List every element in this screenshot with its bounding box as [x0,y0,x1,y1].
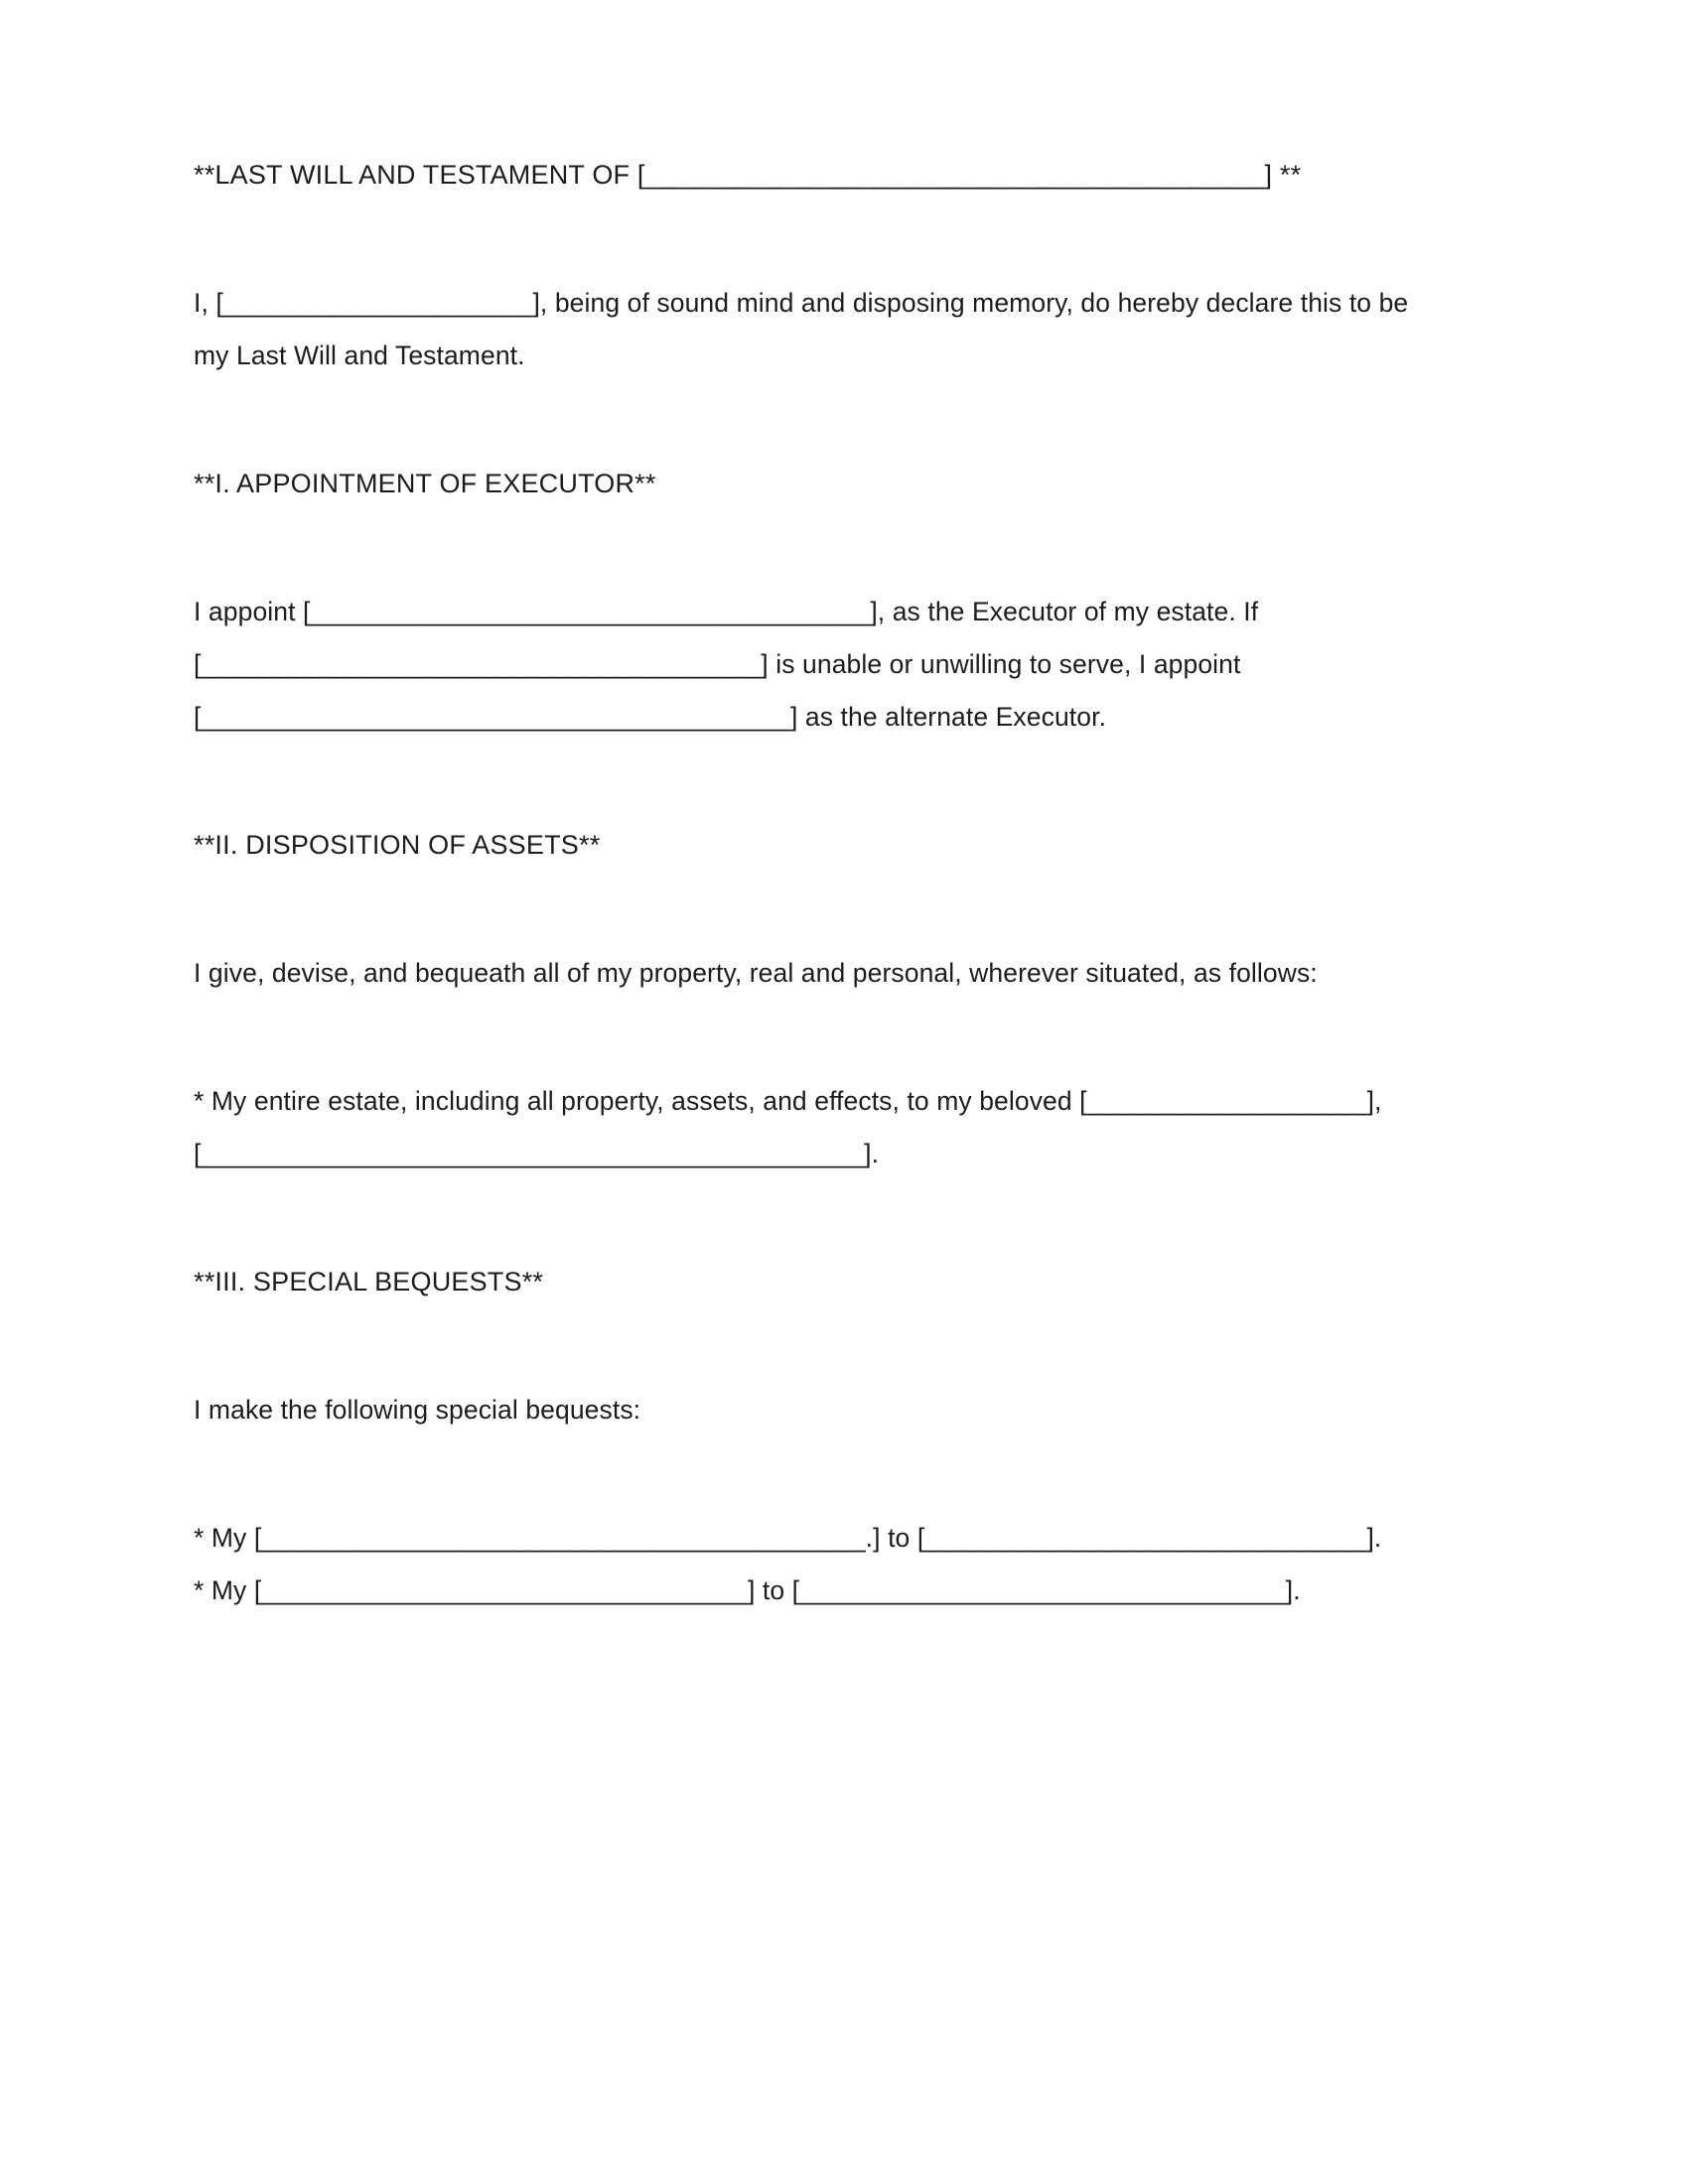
declaration-paragraph: I, [_____________________], being of sound mind and disposing memory, do hereby declare this to be my Last Will and Testament. [194,288,1409,370]
bullet-special-bequest-1: * My [_________________________________________.] to [______________________________]. [194,1523,1382,1553]
bullet-special-bequest-2: * My [_________________________________] to [_________________________________]. [194,1575,1301,1605]
section-heading-special-bequests: **III. SPECIAL BEQUESTS** [194,1267,544,1297]
section-body-disposition-of-assets: I give, devise, and bequeath all of my property, real and personal, wherever situated, as follows: [194,958,1318,988]
section-body-special-bequests: I make the following special bequests: [194,1395,641,1425]
section-body-appointment-of-executor: I appoint [______________________________________], as the Executor of my estate. If [______________________________________] is unable or unwilling to serve, I appoint [________________________________________] as the alternate Executor. [194,597,1259,732]
section-heading-disposition-of-assets: **II. DISPOSITION OF ASSETS** [194,830,601,860]
bullet-entire-estate: * My entire estate, including all property, assets, and effects, to my beloved [___________________], [_____________________________________________]. [194,1086,1382,1168]
section-heading-appointment-of-executor: **I. APPOINTMENT OF EXECUTOR** [194,469,656,498]
document-title: **LAST WILL AND TESTAMENT OF [_________________________________________] ** [194,160,1302,190]
